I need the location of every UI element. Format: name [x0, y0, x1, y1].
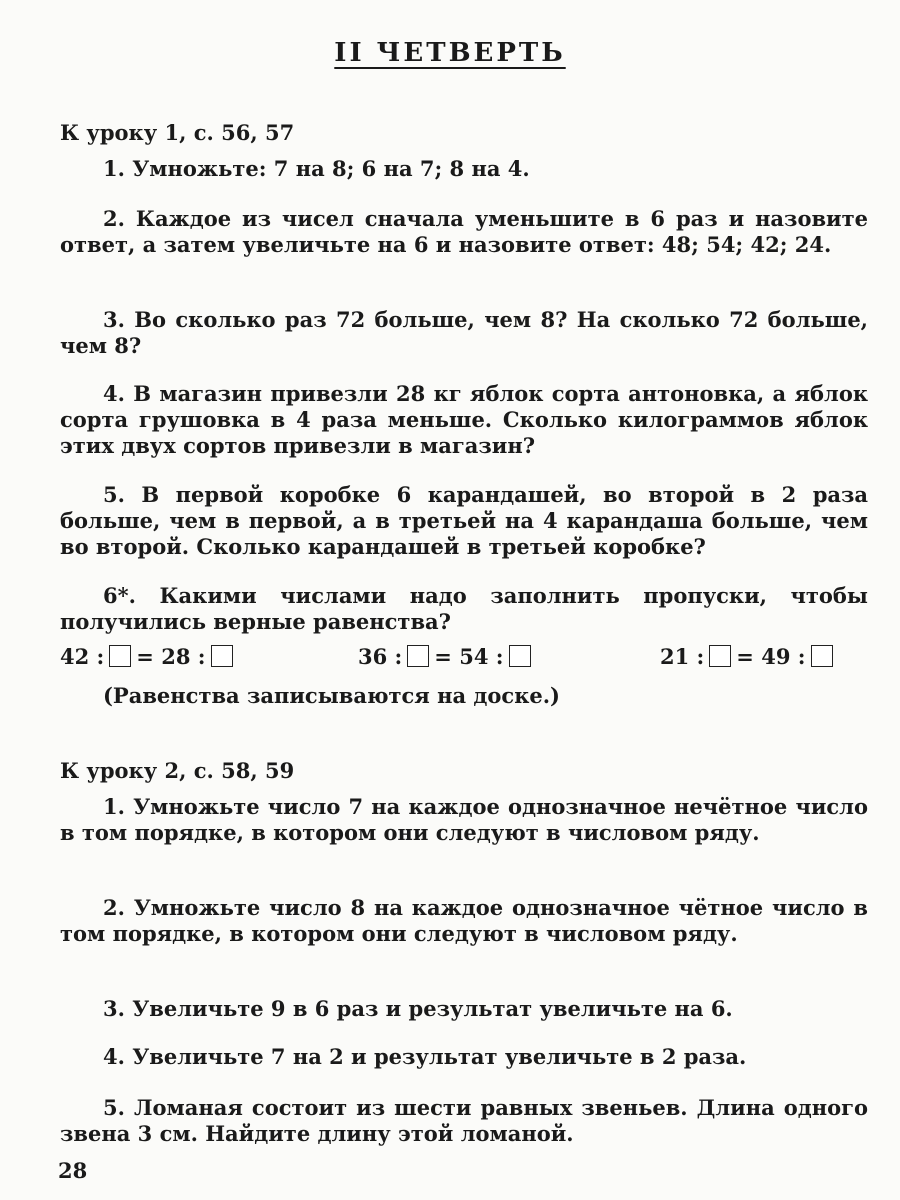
lesson-2-task-1: 1. Умножьте число 7 на каждое однозначное нечётное число в том порядке, в котором они следуют в числовом ряду.	[60, 794, 868, 845]
lesson-2-task-3: 3. Увеличьте 9 в 6 раз и результат увеличьте на 6.	[103, 996, 733, 1021]
blank-box	[509, 645, 531, 667]
blank-box	[709, 645, 731, 667]
lesson-1-task-1: 1. Умножьте: 7 на 8; 6 на 7; 8 на 4.	[103, 156, 530, 181]
equation: 21 : = 49 :	[660, 644, 838, 669]
lesson-1-task-3: 3. Во сколько раз 72 больше, чем 8? На сколько 72 больше, чем 8?	[60, 307, 868, 358]
equation: 36 : = 54 :	[358, 644, 536, 669]
lesson-1-task-6: 6*. Какими числами надо заполнить пропуски, чтобы получились верные равенства?	[60, 583, 868, 634]
board-note: (Равенства записываются на доске.)	[103, 683, 560, 708]
quarter-heading: II ЧЕТВЕРТЬ	[334, 38, 566, 68]
equation: 42 : = 28 :	[60, 644, 238, 669]
lesson-2-task-4: 4. Увеличьте 7 на 2 и результат увеличьте в 2 раза.	[103, 1044, 747, 1069]
lesson-1-task-5: 5. В первой коробке 6 карандашей, во второй в 2 раза больше, чем в первой, а в третьей на 4 карандаша больше, чем во второй. Сколько карандашей в третьей коробке?	[60, 482, 868, 559]
blank-box	[811, 645, 833, 667]
lesson-1-task-2: 2. Каждое из чисел сначала уменьшите в 6 раз и назовите ответ, а затем увеличьте на 6 и назовите ответ: 48; 54; 42; 24.	[60, 206, 868, 257]
lesson-2-task-2: 2. Умножьте число 8 на каждое однозначное чётное число в том порядке, в котором они следуют в числовом ряду.	[60, 895, 868, 946]
page-number: 28	[58, 1158, 88, 1183]
blank-box	[407, 645, 429, 667]
lesson-2-task-5: 5. Ломаная состоит из шести равных звеньев. Длина одного звена 3 см. Найдите длину этой ломаной.	[60, 1095, 868, 1146]
blank-box	[211, 645, 233, 667]
equations-row	[60, 644, 868, 674]
lesson-2-title: К уроку 2, с. 58, 59	[60, 758, 295, 783]
lesson-1-title: К уроку 1, с. 56, 57	[60, 120, 295, 145]
lesson-1-task-4: 4. В магазин привезли 28 кг яблок сорта антоновка, а яблок сорта грушовка в 4 раза меньше. Сколько килограммов яблок этих двух сортов привезли в магазин?	[60, 381, 868, 458]
blank-box	[109, 645, 131, 667]
